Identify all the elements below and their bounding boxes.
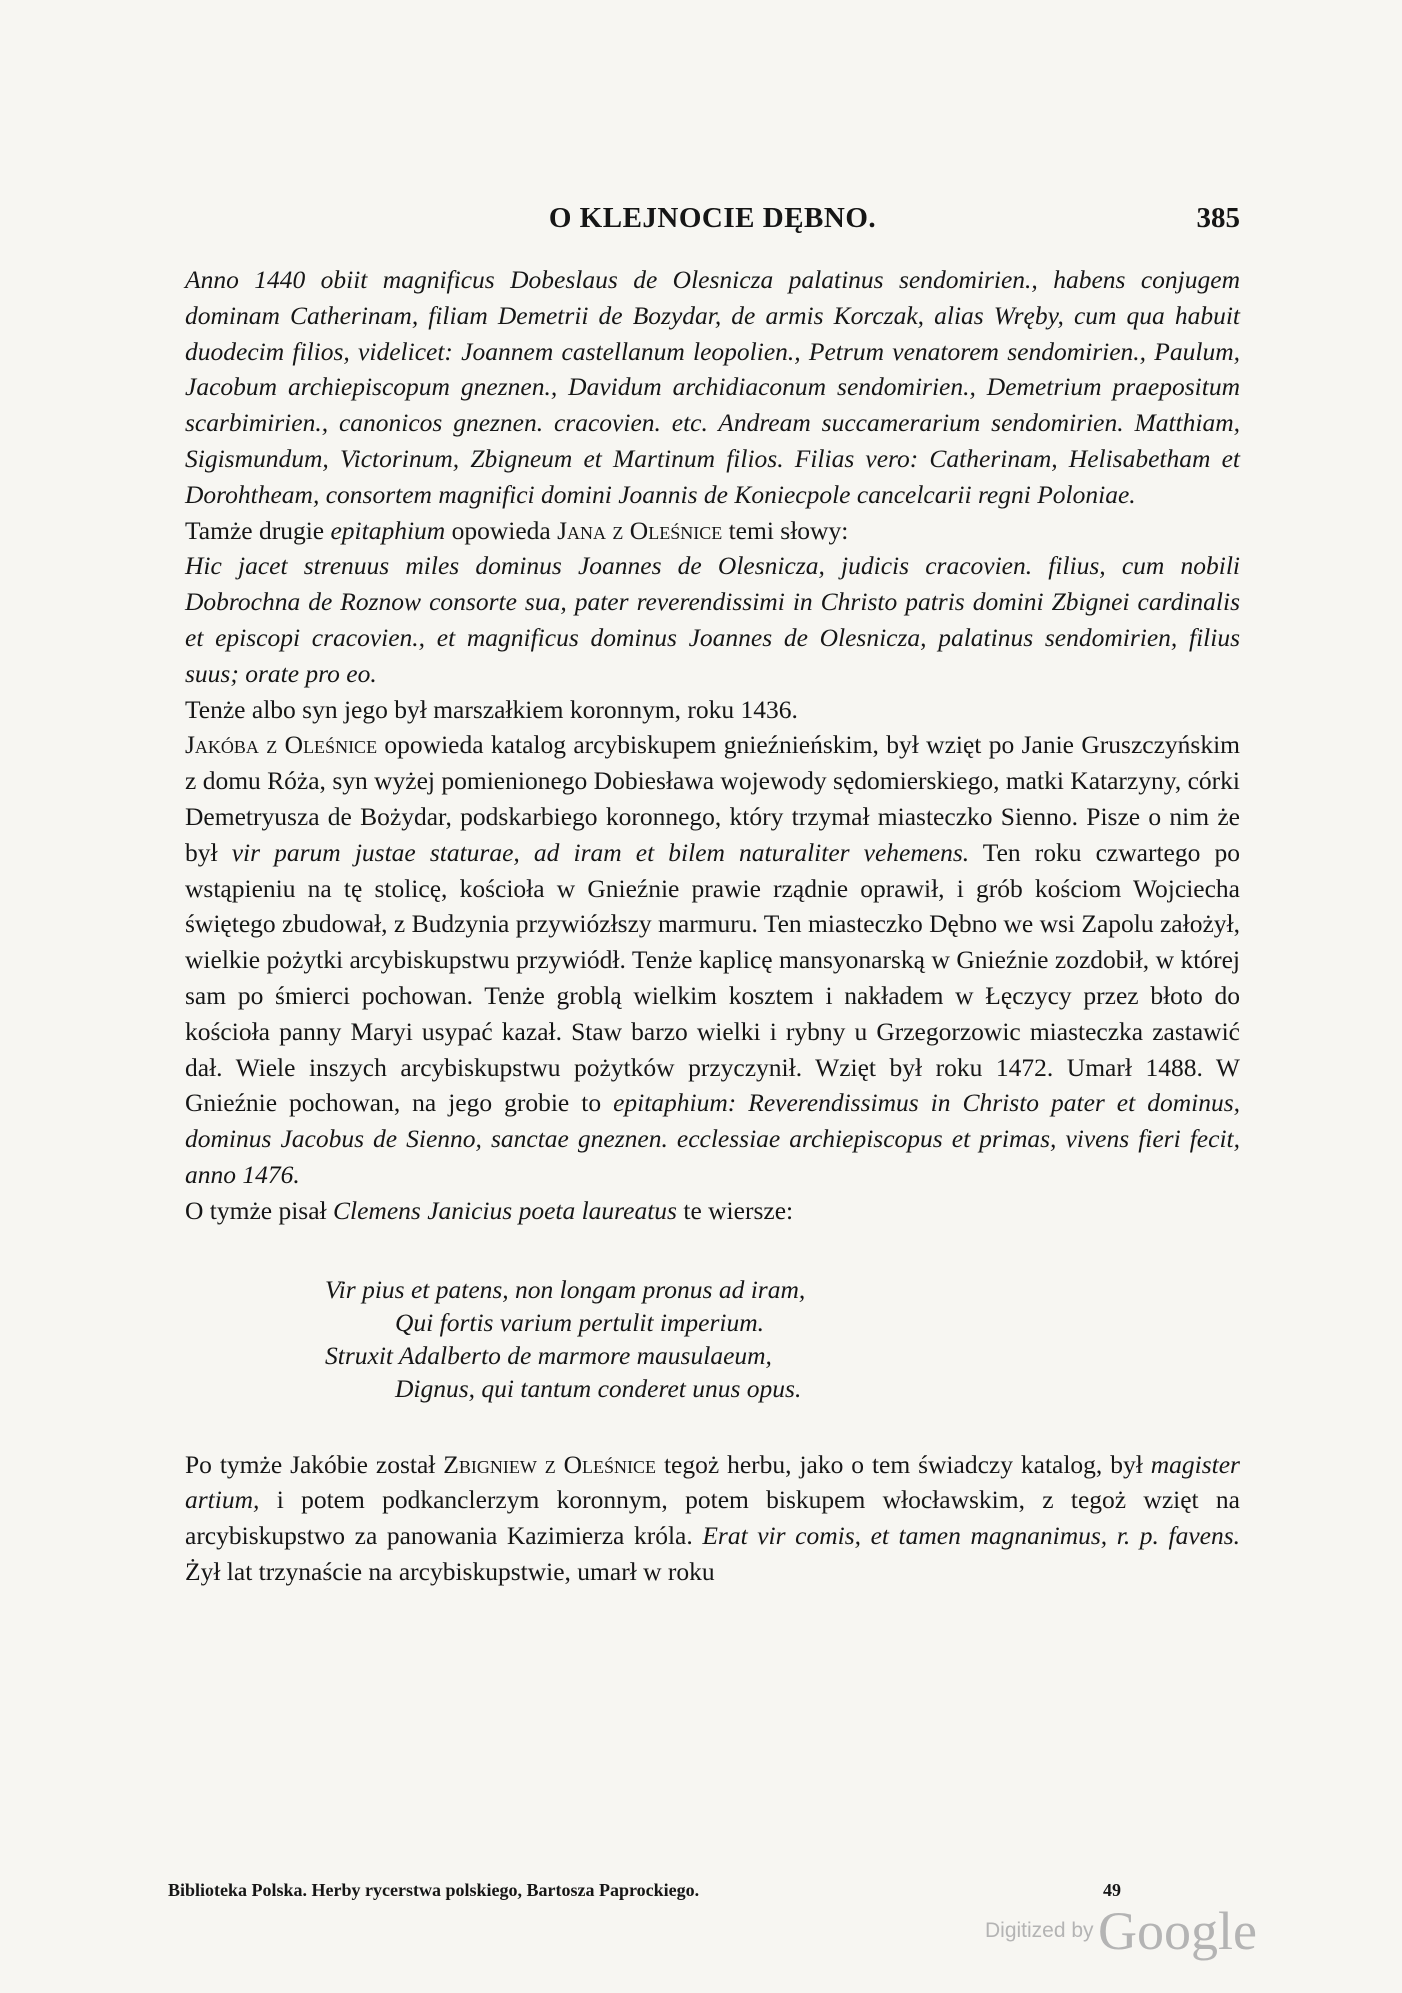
digitized-watermark [985, 1900, 1257, 1962]
text-run-italic: epitaphium: Reverendissimus in Christo pater et dominus, dominus Jacobus de Sienno, sanctae gneznen. ecclessiae archiepiscopus et primas, vivens fieri fecit, anno 1476. [185, 1088, 1240, 1189]
paragraph-epitaph-intro [185, 513, 1240, 549]
text-run-italic: Clemens Janicius poeta laureatus [333, 1195, 677, 1225]
text-run-italic: magister artium, [185, 1449, 1240, 1515]
text-run-italic: epitaphium [330, 515, 446, 545]
verse-block [325, 1273, 1240, 1405]
footer-text: Biblioteka Polska. Herby rycerstwa polskiego, Bartosza Paprockiego. [168, 1880, 700, 1900]
paragraph-janicius [185, 1193, 1240, 1229]
text-run: opowieda katalog arcybiskupem gnieźnieńskim, był wzięt po Janie Gruszczyńskim z domu Róża, syn wyżej pomienionego Dobiesława wojewody sędomierskiego, matki Katarzyny, córki Demetryusza de Bożydar, podskarbiego koronnego, który trzymał miasteczko Sienno. Pisze o nim że był [185, 730, 1240, 867]
paragraph-epitaph-latin: Hic jacet strenuus miles dominus Joannes de Olesnicza, judicis cracovien. filius, cum nobili Dobrochna de Roznow consorte sua, pater reverendissimi in Christo patris domini Zbignei cardinalis et episcopi cracovien., et magnificus dominus Joannes de Olesnicza, palatinus sendomirien, filius suus; orate pro eo. [185, 551, 1240, 688]
text-run: tegoż herbu, jako o tem świadczy katalog, był [656, 1449, 1151, 1479]
paragraph-anno-1440: Anno 1440 obiit magnificus Dobeslaus de Olesnicza palatinus sendomirien., habens conjugem dominam Catherinam, filiam Demetrii de Bozydar, de armis Korczak, alias Wręby, cum qua habuit duodecim filios, videlicet: Joannem castellanum leopolien., Petrum venatorem sendomirien., Paulum, Jacobum archiepiscopum gneznen., Davidum archidiaconum sendomirien., Demetrium praepositum scarbimirien., canonicos gneznen. cracovien. etc. Andream succamerarium sendomirien. Matthiam, Sigismundum, Victorinum, Zbigneum et Martinum filios. Filias vero: Catherinam, Helisabetham et Dorohtheam, consortem magnifici domini Joannis de Koniecpole cancelcarii regni Poloniae. [185, 265, 1240, 509]
name-small-caps: Jana z Oleśnice [557, 515, 723, 545]
text-run: i potem podkanclerzym koronnym, potem biskupem włocławskim, z tegoż wzięt na arcybiskupstwo za panowania Kazimierza króla. [185, 1485, 1240, 1551]
text-run: Po tymże Jakóbie został [185, 1449, 444, 1479]
page-footer [168, 1880, 1168, 1901]
paragraph-marshal: Tenże albo syn jego był marszałkiem koronnym, roku 1436. [185, 694, 798, 724]
paragraph-jakob [185, 727, 1240, 1192]
text-run: opowieda [445, 515, 558, 545]
name-small-caps: Jakóba z Oleśnice [185, 730, 378, 760]
paragraph-zbigniew [185, 1447, 1240, 1590]
text-run: Ten roku czwartego po wstąpieniu na tę stolicę, kościoła w Gnieźnie prawie rządnie oprawił, i grób kościom Wojciecha świętego zbudował, z Budzynia przywiózłszy marmuru. Ten miasteczko Dębno we wsi Zapolu założył, wielkie pożytki arcybiskupstwu przywiódł. Tenże kaplicę mansyonarską w Gnieźnie zozdobił, w której sam po śmierci pochowan. Tenże groblą wielkim kosztem i nakładem w Łęczycy przez błoto do kościoła panny Maryi usypać kazał. Staw barzo wielki i rybny u Grzegorzowic miasteczka zastawić dał. Wiele inszych arcybiskupstwu pożytków przyczynił. Wzięt był roku 1472. Umarł 1488. W Gnieźnie pochowan, na jego grobie to [185, 837, 1240, 1118]
text-run: Żył lat trzynaście na arcybiskupstwie, umarł w roku [185, 1556, 715, 1586]
verse-line: Dignus, qui tantum conderet unus opus. [395, 1373, 802, 1403]
text-run: temi słowy: [722, 515, 849, 545]
text-run: Tamże drugie [185, 515, 331, 545]
google-logo: Google [1098, 1901, 1257, 1961]
text-run: te wiersze: [676, 1195, 794, 1225]
verse-line: Struxit Adalberto de marmore mausulaeum, [325, 1340, 772, 1370]
text-run-italic: vir parum justae staturae, ad iram et bilem naturaliter vehemens. [231, 837, 970, 867]
text-run-italic: Erat vir comis, et tamen magnanimus, r. p. favens. [702, 1521, 1240, 1551]
verse-line: Vir pius et patens, non longam pronus ad iram, [325, 1274, 806, 1304]
page-number: 385 [1196, 202, 1240, 234]
printer-signature: 49 [1103, 1880, 1121, 1900]
page-title: O KLEJNOCIE DĘBNO. [548, 202, 877, 234]
watermark-prefix: Digitized by [985, 1919, 1094, 1942]
body-text [185, 262, 1240, 1590]
text-run: O tymże pisał [185, 1195, 334, 1225]
verse-line: Qui fortis varium pertulit imperium. [395, 1307, 765, 1337]
page-header [185, 202, 1240, 242]
name-small-caps: Zbigniew z Oleśnice [443, 1449, 657, 1479]
